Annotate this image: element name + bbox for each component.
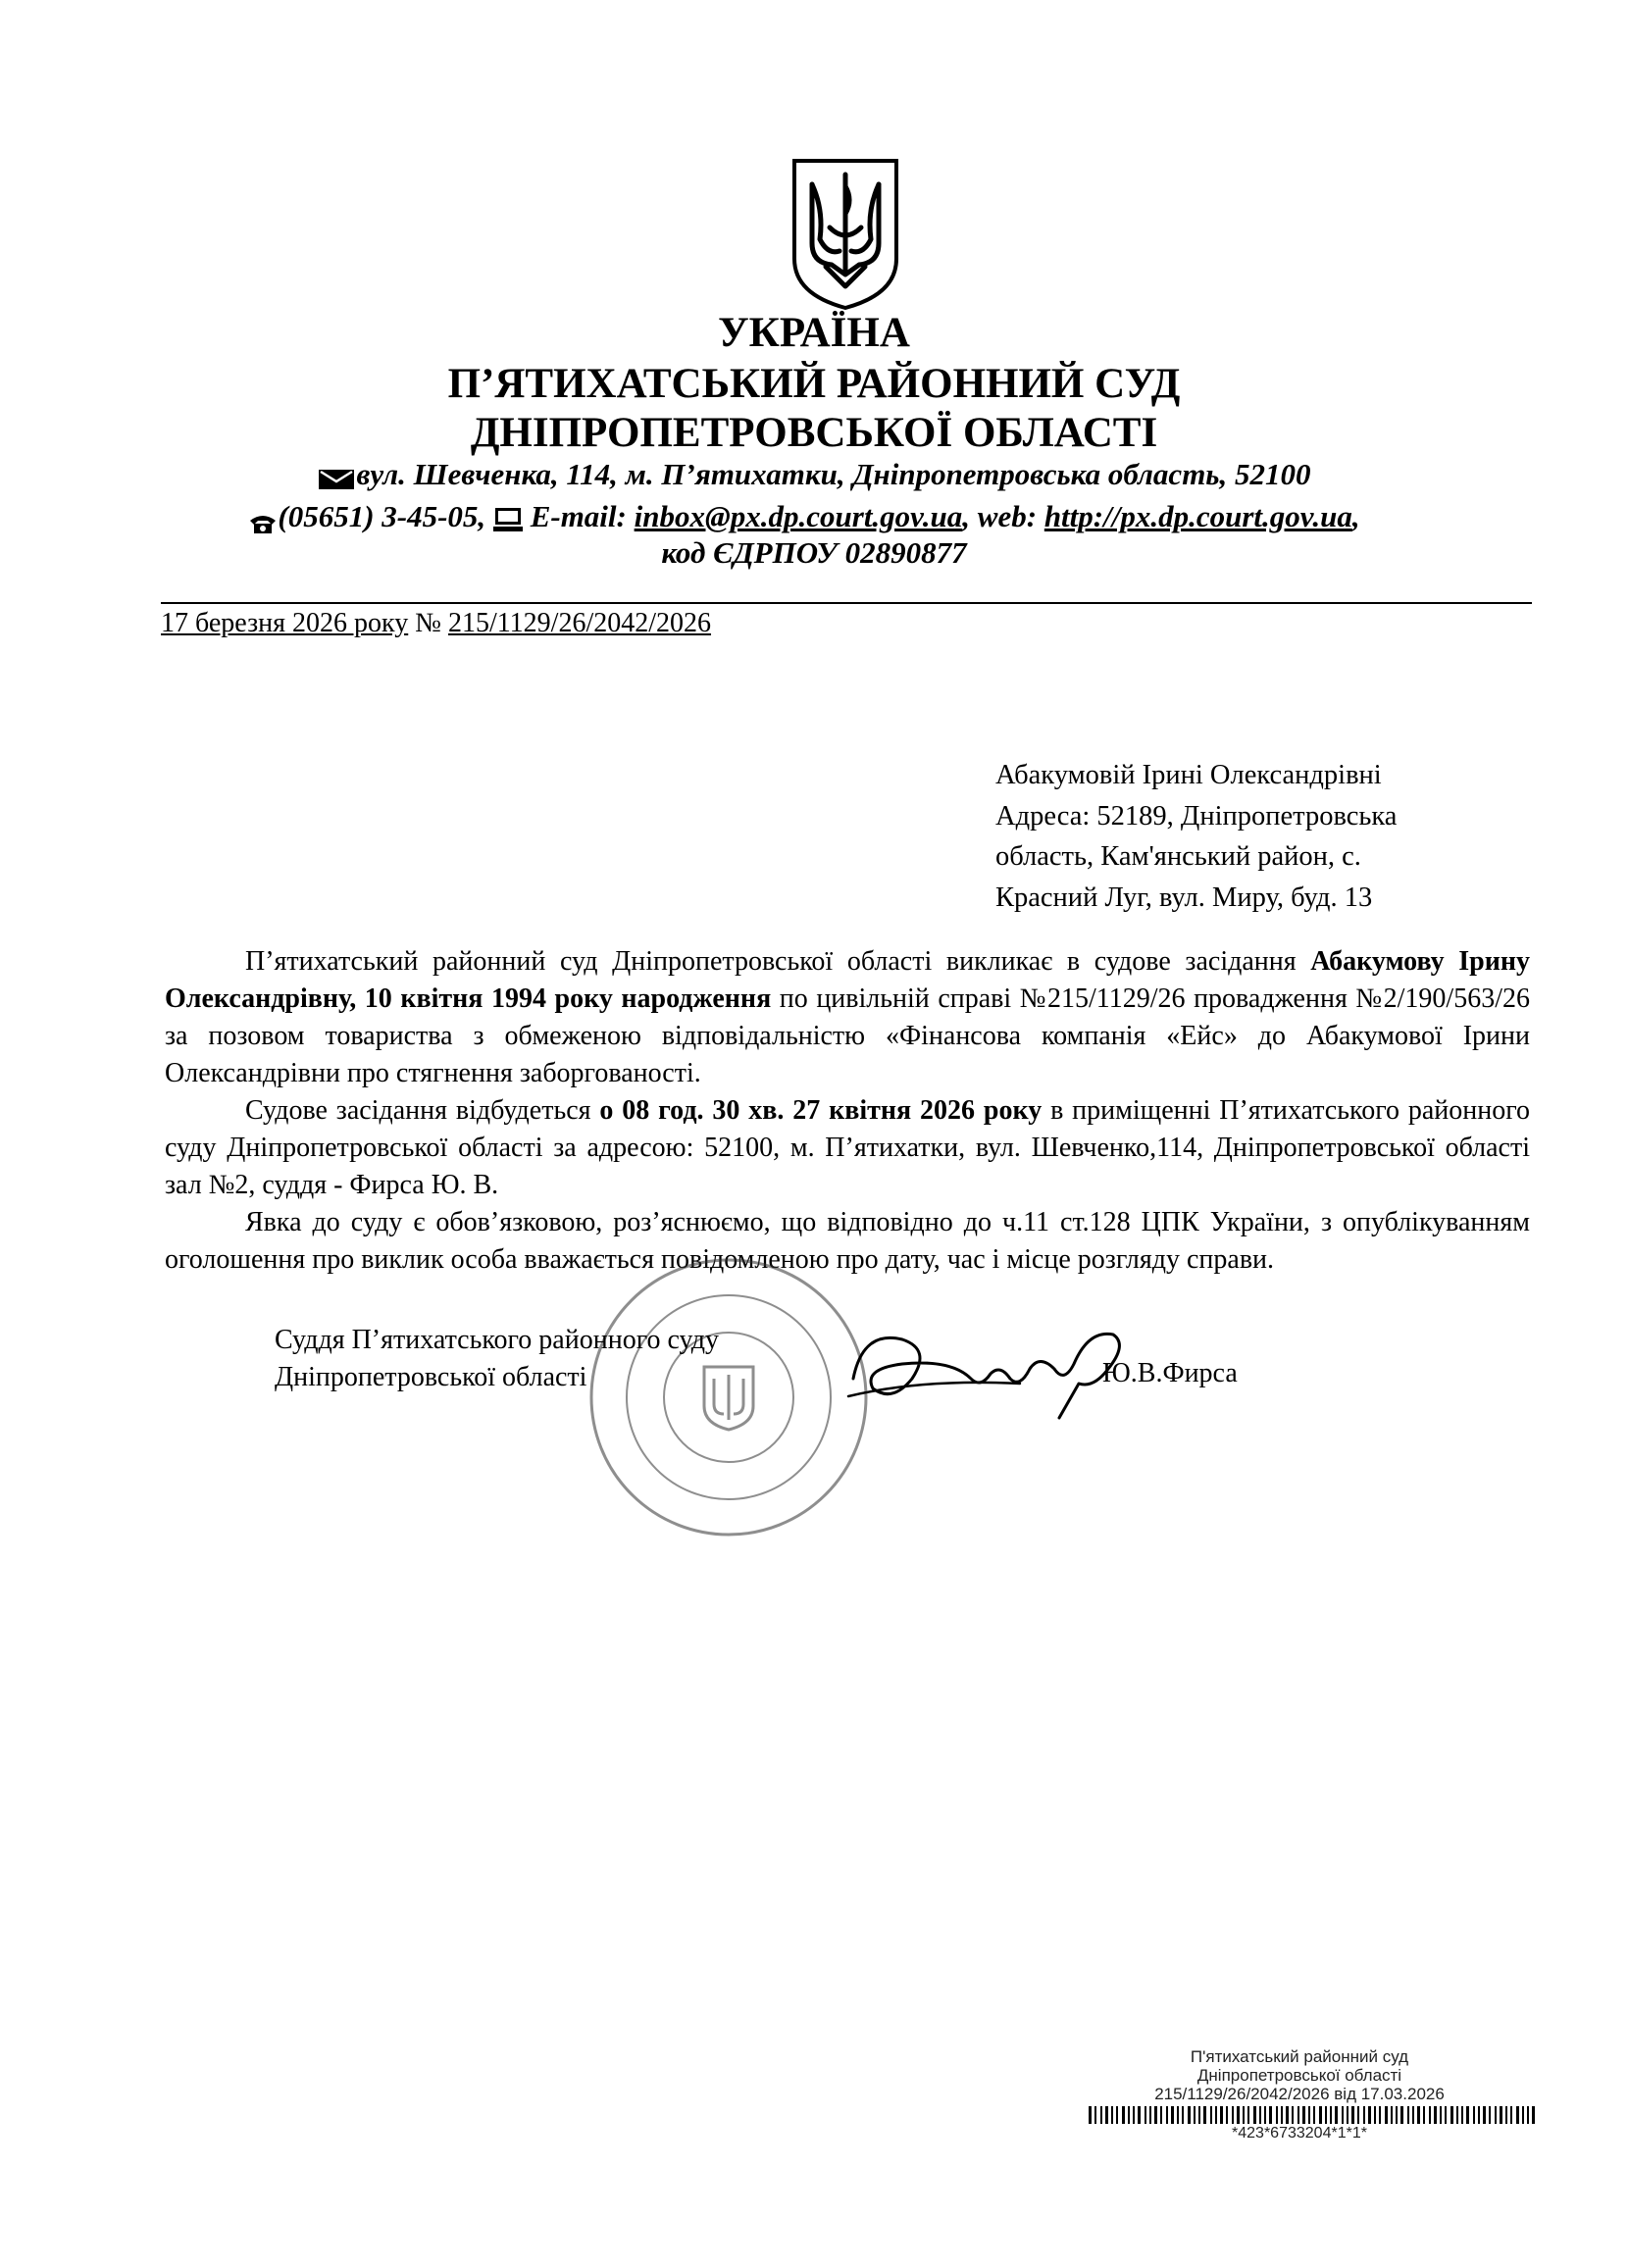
- country-title: УКРАЇНА: [718, 310, 910, 356]
- web-trailing: ,: [1351, 499, 1360, 533]
- header-divider: [161, 602, 1532, 604]
- contacts-line: [0, 501, 1618, 532]
- judge-title: [275, 1322, 719, 1396]
- judge-title-line-1: Суддя П’ятихатського районного суду: [275, 1325, 720, 1355]
- edrpou-code: код ЄДРПОУ 02890877: [661, 535, 967, 570]
- registration-date: 17 березня 2026 року: [161, 608, 409, 638]
- summons-paragraph: П’ятихатський районний суд Дніпропетровської області викликає в судове засідання Абакумову Ірину Олександрівну, 10 квітня 1994 року народження по цивільній справі №215/1129/26 провадження №2/190/563/26 за позовом товариства з обмеженою відповідальністю «Фінансова компанія «Ейс» до Абакумової Ірини Олександрівни про стягнення заборгованості.: [165, 946, 1530, 1088]
- recipient-address-line-3: Красний Луг, вул. Миру, буд. 13: [995, 882, 1373, 913]
- envelope-icon: [318, 466, 355, 489]
- registry-stamp-line-2: Дніпропетровської області: [1196, 2066, 1402, 2085]
- attendance-paragraph: Явка до суду є обов’язковою, роз’яснюємо, що відповідно до ч.11 ст.128 ЦПК України, з опублікуванням оголошення про виклик особа вважається повідомленою про дату, час і місце розгляду справи.: [165, 1207, 1530, 1275]
- judge-title-line-2: Дніпропетровської області: [275, 1362, 587, 1392]
- recipient-block: [995, 755, 1545, 918]
- court-name: П’ЯТИХАТСЬКИЙ РАЙОННИЙ СУД: [447, 361, 1181, 407]
- registration-number-sign: №: [415, 608, 441, 638]
- registry-stamp-line-3: 215/1129/26/2042/2026 від 17.03.2026: [1154, 2085, 1445, 2103]
- court-seal: [586, 1255, 871, 1539]
- phone-icon: [248, 509, 278, 530]
- computer-icon: [493, 507, 523, 532]
- coat-of-arms-icon: [790, 157, 900, 312]
- registry-stamp: [1089, 2047, 1510, 2103]
- registry-stamp-line-1: П'ятихатський районний суд: [1190, 2047, 1409, 2066]
- web-link[interactable]: http://px.dp.court.gov.ua: [1043, 499, 1352, 533]
- email-label: E-mail:: [530, 499, 627, 533]
- hearing-datetime: о 08 год. 30 хв. 27 квітня 2026 року: [599, 1095, 1043, 1126]
- recipient-address-line-1: Адреса: 52189, Дніпропетровська: [995, 800, 1398, 832]
- judge-name: Ю.В.Фирса: [1102, 1358, 1238, 1388]
- defendant-name: Абакумову Ірину Олександрівну, 10 квітня 1994 року народження: [165, 946, 1530, 1014]
- letter-body: [165, 943, 1530, 1279]
- court-region: ДНІПРОПЕТРОВСЬКОЇ ОБЛАСТІ: [470, 410, 1158, 456]
- registration-line: [161, 610, 711, 637]
- web-label: , web:: [962, 499, 1038, 533]
- recipient-address-line-2: область, Кам'янський район, с.: [995, 841, 1361, 872]
- email-link[interactable]: inbox@px.dp.court.gov.ua: [634, 499, 963, 533]
- court-phone: (05651) 3-45-05,: [278, 499, 486, 533]
- registration-number: 215/1129/26/2042/2026: [447, 608, 712, 638]
- court-address-line: [0, 459, 1628, 489]
- judge-signature: [843, 1310, 1138, 1437]
- barcode-text: *423*6733204*1*1*: [1232, 2125, 1367, 2142]
- recipient-name: Абакумовій Ірині Олександрівні: [995, 760, 1382, 790]
- barcode: [1089, 2106, 1542, 2124]
- hearing-paragraph: Судове засідання відбудеться о 08 год. 30 хв. 27 квітня 2026 року в приміщенні П’ятихатського районного суду Дніпропетровської області за адресою: 52100, м. П’ятихатки, вул. Шевченко,114, Дніпропетровської області зал №2, суддя - Фирса Ю. В.: [165, 1095, 1531, 1200]
- court-address: вул. Шевченка, 114, м. П’ятихатки, Дніпропетровська область, 52100: [356, 457, 1311, 491]
